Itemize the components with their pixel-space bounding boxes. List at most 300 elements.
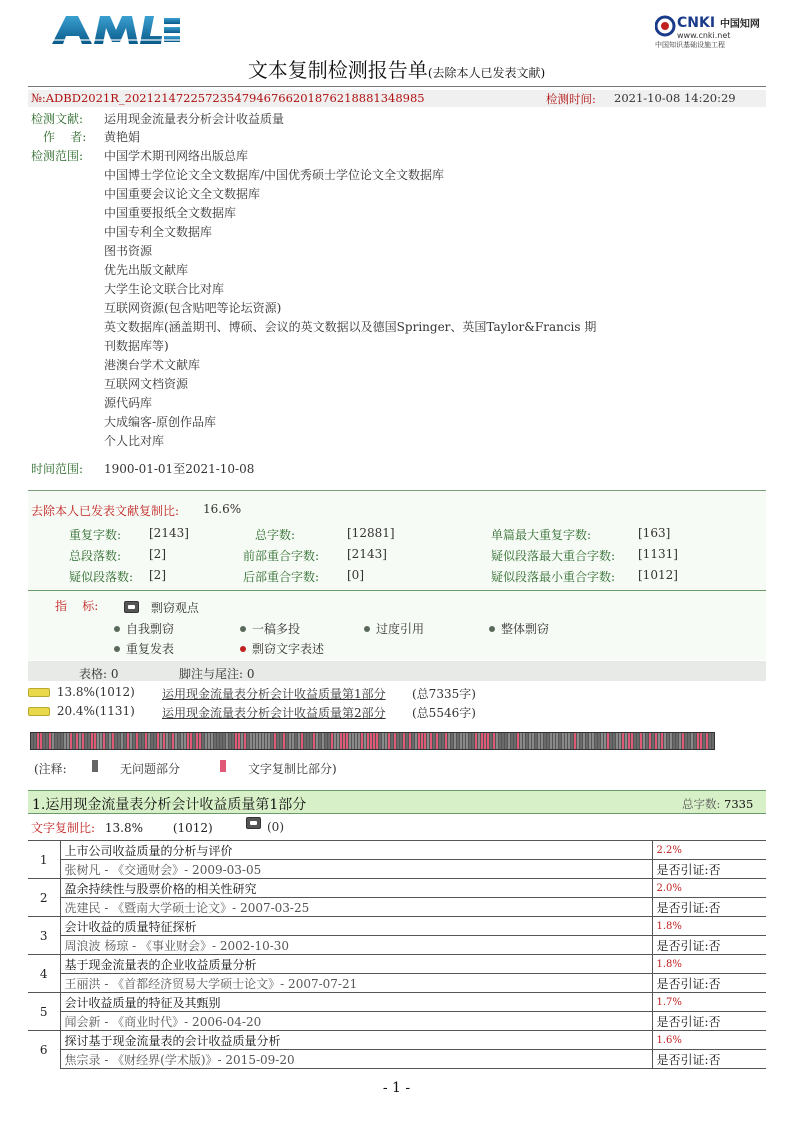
distribution-stripe: [655, 733, 657, 750]
table-row: [28, 1050, 766, 1069]
distribution-stripe: [79, 733, 81, 750]
distribution-stripe: [709, 733, 711, 750]
ref-number: 3: [28, 917, 60, 955]
distribution-stripe: [598, 733, 600, 750]
distribution-stripe: [142, 733, 144, 750]
distribution-stripe: [622, 733, 624, 750]
distribution-stripe: [319, 733, 321, 750]
distribution-stripe: [43, 733, 45, 750]
distribution-stripe: [442, 733, 444, 750]
distribution-stripe: [37, 733, 39, 750]
distribution-stripe: [295, 733, 297, 750]
ref-number: 2: [28, 879, 60, 917]
distribution-stripe: [697, 733, 699, 750]
scope-item: 中国重要报纸全文数据库: [104, 206, 237, 220]
back-overlap: [0]: [347, 568, 364, 582]
distribution-stripe: [592, 733, 594, 750]
part-row: [28, 685, 135, 699]
distribution-stripe: [658, 733, 660, 750]
distribution-stripe: [178, 733, 180, 750]
distribution-stripe: [562, 733, 564, 750]
indicator-label: 一稿多投: [252, 622, 301, 636]
ref-number: 1: [28, 841, 60, 879]
yellow-bar-icon: [28, 688, 50, 697]
distribution-stripe: [370, 733, 372, 750]
ref-pct: 2.2%: [652, 841, 766, 860]
reference-table: [28, 840, 766, 1069]
distribution-stripe: [322, 733, 324, 750]
part-pct: 13.8%(1012): [56, 685, 135, 699]
red-swatch-icon: [220, 760, 226, 772]
distribution-stripe: [46, 733, 48, 750]
section-copy-ratio: [31, 819, 213, 836]
distribution-stripe: [619, 733, 621, 750]
distribution-stripe: [406, 733, 408, 750]
max-single-label: 单篇最大重复字数:: [491, 528, 592, 542]
distribution-stripe: [514, 733, 516, 750]
ref-title[interactable]: 会计收益质量的特征及其甄别: [60, 993, 652, 1012]
cnki-subtitle: 中国知识基础设施工程: [655, 41, 725, 49]
distribution-stripe: [349, 733, 351, 750]
distribution-stripe: [103, 733, 105, 750]
section-total: [682, 796, 753, 812]
scope-item: 中国博士学位论文全文数据库/中国优秀硕士学位论文全文数据库: [104, 168, 445, 182]
distribution-stripe: [586, 733, 588, 750]
legend-no-issue: 无问题部分: [120, 762, 181, 776]
distribution-stripe: [532, 733, 534, 750]
distribution-stripe: [388, 733, 390, 750]
distribution-stripe: [139, 733, 141, 750]
distribution-stripe: [676, 733, 678, 750]
ref-pct: 1.6%: [652, 1031, 766, 1050]
report-id-bar: [28, 90, 766, 107]
distribution-stripe: [298, 733, 300, 750]
distribution-stripe: [91, 733, 93, 750]
ref-cited: 是否引证:否: [652, 1012, 766, 1031]
distribution-stripe: [577, 733, 579, 750]
distribution-stripe: [61, 733, 63, 750]
author-name: 黄艳娟: [104, 130, 141, 144]
bullet-icon: [364, 626, 370, 632]
ref-source: 张树凡 - 《交通财会》- 2009-03-05: [60, 860, 652, 879]
distribution-stripe: [112, 733, 114, 750]
scope-label: 检测范围:: [31, 149, 84, 163]
distribution-stripe: [256, 733, 258, 750]
distribution-stripe: [412, 733, 414, 750]
distribution-stripe: [292, 733, 294, 750]
distribution-stripe: [451, 733, 453, 750]
title-divider: [28, 86, 766, 87]
distribution-stripe: [364, 733, 366, 750]
distribution-stripe: [286, 733, 288, 750]
distribution-stripe: [520, 733, 522, 750]
distribution-stripe: [325, 733, 327, 750]
distribution-stripe: [691, 733, 693, 750]
indicator-label: 剽窃文字表述: [252, 642, 325, 656]
distribution-stripe: [205, 733, 207, 750]
distribution-stripe: [343, 733, 345, 750]
ratio-value: 16.6%: [203, 502, 242, 516]
indicator-over-citation: [364, 620, 424, 637]
stats-divider: [28, 590, 766, 591]
distribution-stripe: [385, 733, 387, 750]
distribution-stripe: [52, 733, 54, 750]
distribution-stripe: [181, 733, 183, 750]
distribution-stripe: [337, 733, 339, 750]
distribution-stripe: [40, 733, 42, 750]
ref-cited: 是否引证:否: [652, 898, 766, 917]
total-paras-label: 总段落数:: [69, 549, 122, 563]
scope-item: 中国学术期刊网络出版总库: [104, 149, 249, 163]
distribution-stripe: [631, 733, 633, 750]
footnotes-value: 0: [246, 667, 255, 681]
front-overlap: [2143]: [347, 547, 387, 561]
distribution-stripe: [637, 733, 639, 750]
distribution-stripe: [133, 733, 135, 750]
distribution-stripe: [646, 733, 648, 750]
part-link-2[interactable]: 运用现金流量表分析会计收益质量第2部分: [162, 706, 386, 720]
section-total-label: 总字数:: [682, 797, 721, 811]
distribution-stripe: [238, 733, 240, 750]
ref-title[interactable]: 基于现金流量表的企业收益质量分析: [60, 955, 652, 974]
distribution-stripe: [217, 733, 219, 750]
indicator-multi-submit: [240, 620, 300, 637]
distribution-stripe: [331, 733, 333, 750]
ref-number: 4: [28, 955, 60, 993]
ref-pct: 2.0%: [652, 879, 766, 898]
distribution-stripe: [625, 733, 627, 750]
distribution-stripe: [34, 733, 36, 750]
distribution-stripe: [616, 733, 618, 750]
comment-icon: [124, 601, 139, 613]
distribution-stripe: [376, 733, 378, 750]
distribution-stripe: [409, 733, 411, 750]
distribution-stripe: [454, 733, 456, 750]
distribution-stripe: [328, 733, 330, 750]
indicator-self-plagiarism: [114, 620, 174, 637]
distribution-stripe: [424, 733, 426, 750]
cnki-url: www.cnki.net: [677, 31, 731, 40]
report-title: [0, 54, 793, 83]
distribution-stripe: [97, 733, 99, 750]
distribution-stripe: [595, 733, 597, 750]
front-overlap-label: 前部重合字数:: [243, 549, 320, 563]
copy-ratio-label: 文字复制比:: [31, 821, 96, 835]
distribution-stripe: [436, 733, 438, 750]
distribution-stripe: [367, 733, 369, 750]
distribution-stripe: [484, 733, 486, 750]
scope-item: 大成编客-原创作品库: [104, 415, 217, 429]
comment-icon[interactable]: [246, 817, 261, 831]
distribution-stripe: [511, 733, 513, 750]
distribution-stripe: [223, 733, 225, 750]
author-label: 作 者:: [43, 130, 87, 144]
distribution-stripe: [64, 733, 66, 750]
distribution-stripe: [55, 733, 57, 750]
indicator-label: 过度引用: [376, 622, 425, 636]
distribution-stripe: [163, 733, 165, 750]
distribution-stripe: [664, 733, 666, 750]
distribution-stripe: [610, 733, 612, 750]
distribution-stripe: [421, 733, 423, 750]
distribution-stripe: [556, 733, 558, 750]
amlc-logo-graphic: [52, 14, 182, 46]
distribution-stripe: [544, 733, 546, 750]
distribution-stripe: [481, 733, 483, 750]
distribution-stripe: [529, 733, 531, 750]
ref-source: 闻会新 - 《商业时代》- 2006-04-20: [60, 1012, 652, 1031]
distribution-stripe: [283, 733, 285, 750]
similarity-distribution-bar: [30, 732, 715, 750]
distribution-stripe: [391, 733, 393, 750]
distribution-stripe: [688, 733, 690, 750]
distribution-stripe: [382, 733, 384, 750]
distribution-stripe: [643, 733, 645, 750]
copy-ratio-value: 13.8%: [104, 821, 143, 835]
distribution-stripe: [121, 733, 123, 750]
time-range: 1900-01-01至2021-10-08: [104, 462, 255, 476]
distribution-stripe: [541, 733, 543, 750]
ref-source: 周浪波 杨琼 - 《事业财会》- 2002-10-30: [60, 936, 652, 955]
table-row: [28, 879, 766, 898]
distribution-stripe: [151, 733, 153, 750]
distribution-stripe: [277, 733, 279, 750]
suspect-paras: [2]: [149, 568, 166, 582]
distribution-stripe: [94, 733, 96, 750]
distribution-stripe: [463, 733, 465, 750]
distribution-stripe: [517, 733, 519, 750]
distribution-stripe: [136, 733, 138, 750]
ref-pct: 1.8%: [652, 917, 766, 936]
distribution-stripe: [76, 733, 78, 750]
distribution-stripe: [235, 733, 237, 750]
distribution-stripe: [196, 733, 198, 750]
distribution-stripe: [211, 733, 213, 750]
distribution-stripe: [247, 733, 249, 750]
distribution-stripe: [706, 733, 708, 750]
yellow-bar-icon: [28, 707, 50, 716]
distribution-stripe: [373, 733, 375, 750]
distribution-stripe: [508, 733, 510, 750]
time-range-label: 时间范围:: [31, 462, 84, 476]
distribution-stripe: [208, 733, 210, 750]
distribution-stripe: [475, 733, 477, 750]
distribution-stripe: [166, 733, 168, 750]
indicator-whole-plagiarism: [489, 620, 549, 637]
distribution-stripe: [667, 733, 669, 750]
distribution-stripe: [469, 733, 471, 750]
distribution-stripe: [670, 733, 672, 750]
distribution-stripe: [466, 733, 468, 750]
distribution-stripe: [439, 733, 441, 750]
distribution-stripe: [358, 733, 360, 750]
part-link-1[interactable]: 运用现金流量表分析会计收益质量第1部分: [162, 687, 386, 701]
distribution-stripe: [334, 733, 336, 750]
distribution-stripe: [355, 733, 357, 750]
distribution-stripe: [100, 733, 102, 750]
part-total: (总5546字): [412, 706, 476, 720]
distribution-stripe: [346, 733, 348, 750]
distribution-stripe: [49, 733, 51, 750]
distribution-stripe: [148, 733, 150, 750]
scope-item: 源代码库: [104, 396, 153, 410]
check-time-label: 检测时间:: [546, 92, 596, 106]
max-para-overlap-label: 疑似段落最大重合字数:: [491, 549, 616, 563]
page-number: - 1 -: [382, 1080, 411, 1096]
distribution-stripe: [124, 733, 126, 750]
legend-copied: 文字复制比部分): [248, 762, 337, 776]
scope-item: 中国重要会议论文全文数据库: [104, 187, 261, 201]
distribution-stripe: [193, 733, 195, 750]
distribution-stripe: [268, 733, 270, 750]
tables-value: 0: [110, 667, 119, 681]
ref-title[interactable]: 盈余持续性与股票价格的相关性研究: [60, 879, 652, 898]
ref-title[interactable]: 上市公司收益质量的分析与评价: [60, 841, 652, 860]
distribution-stripe: [259, 733, 261, 750]
doc-title: 运用现金流量表分析会计收益质量: [104, 112, 285, 126]
distribution-stripe: [649, 733, 651, 750]
total-paras: [2]: [149, 547, 166, 561]
distribution-stripe: [589, 733, 591, 750]
ref-cited: 是否引证:否: [652, 1050, 766, 1069]
distribution-stripe: [493, 733, 495, 750]
cnki-chinese: 中国知网: [719, 19, 760, 30]
distribution-stripe: [73, 733, 75, 750]
ref-number: 5: [28, 993, 60, 1031]
distribution-stripe: [394, 733, 396, 750]
distribution-stripe: [316, 733, 318, 750]
distribution-stripe: [712, 733, 714, 750]
back-overlap-label: 后部重合字数:: [243, 570, 320, 584]
distribution-stripe: [289, 733, 291, 750]
distribution-stripe: [490, 733, 492, 750]
distribution-stripe: [427, 733, 429, 750]
amlc-logo: [52, 14, 182, 46]
distribution-stripe: [67, 733, 69, 750]
distribution-stripe: [601, 733, 603, 750]
distribution-stripe: [604, 733, 606, 750]
distribution-stripe: [280, 733, 282, 750]
tables-count: [79, 665, 119, 682]
cnki-logo: [655, 14, 765, 48]
distribution-stripe: [487, 733, 489, 750]
distribution-stripe: [397, 733, 399, 750]
ref-title[interactable]: 探讨基于现金流量表的会计收益质量分析: [60, 1031, 652, 1050]
min-para-overlap: [1012]: [638, 568, 678, 582]
min-para-overlap-label: 疑似段落最小重合字数:: [491, 570, 616, 584]
distribution-stripe: [115, 733, 117, 750]
scope-item: 互联网文档资源: [104, 377, 189, 391]
distribution-stripe: [379, 733, 381, 750]
table-row: [28, 860, 766, 879]
distribution-stripe: [265, 733, 267, 750]
scope-item: 中国专利全文数据库: [104, 225, 213, 239]
distribution-stripe: [634, 733, 636, 750]
distribution-stripe: [271, 733, 273, 750]
comment-count: (0): [267, 820, 284, 834]
scope-item: 个人比对库: [104, 434, 165, 448]
distribution-stripe: [571, 733, 573, 750]
distribution-stripe: [187, 733, 189, 750]
distribution-stripe: [361, 733, 363, 750]
table-row: [28, 917, 766, 936]
distribution-stripe: [583, 733, 585, 750]
distribution-stripe: [313, 733, 315, 750]
legend: [34, 760, 67, 777]
distribution-stripe: [202, 733, 204, 750]
distribution-stripe: [127, 733, 129, 750]
distribution-stripe: [58, 733, 60, 750]
distribution-stripe: [703, 733, 705, 750]
distribution-stripe: [184, 733, 186, 750]
distribution-stripe: [190, 733, 192, 750]
bullet-icon: [489, 626, 495, 632]
distribution-stripe: [274, 733, 276, 750]
red-bullet-icon: [240, 646, 246, 652]
distribution-stripe: [154, 733, 156, 750]
footnotes-count: [179, 665, 255, 682]
distribution-stripe: [535, 733, 537, 750]
ref-source: 冼建民 - 《暨南大学硕士论文》- 2007-03-25: [60, 898, 652, 917]
distribution-stripe: [229, 733, 231, 750]
scope-item: 港澳台学术文献库: [104, 358, 201, 372]
distribution-stripe: [253, 733, 255, 750]
suspect-paras-label: 疑似段落数:: [69, 570, 134, 584]
distribution-stripe: [682, 733, 684, 750]
ref-number: 6: [28, 1031, 60, 1069]
tables-label: 表格:: [79, 667, 108, 681]
distribution-stripe: [430, 733, 432, 750]
legend-prefix: (注释:: [34, 762, 67, 776]
distribution-stripe: [244, 733, 246, 750]
distribution-stripe: [547, 733, 549, 750]
distribution-stripe: [502, 733, 504, 750]
dup-chars-label: 重复字数:: [69, 528, 122, 542]
distribution-stripe: [352, 733, 354, 750]
distribution-stripe: [88, 733, 90, 750]
distribution-stripe: [262, 733, 264, 750]
bullet-icon: [114, 646, 120, 652]
distribution-stripe: [460, 733, 462, 750]
indicator-label: 整体剽窃: [501, 622, 550, 636]
ref-title[interactable]: 会计收益的质量特征探析: [60, 917, 652, 936]
dup-chars: [2143]: [149, 526, 189, 540]
ratio-label: 去除本人已发表文献复制比:: [31, 504, 180, 518]
total-chars: [12881]: [347, 526, 395, 540]
distribution-stripe: [106, 733, 108, 750]
distribution-stripe: [307, 733, 309, 750]
similarity-distribution-graphic: [31, 733, 715, 750]
table-row: [28, 974, 766, 993]
doc-label: 检测文献:: [31, 112, 84, 126]
distribution-stripe: [169, 733, 171, 750]
distribution-stripe: [472, 733, 474, 750]
check-time: 2021-10-08 14:20:29: [614, 91, 736, 105]
scope-item: 刊数据库等): [104, 339, 169, 353]
report-title-main: 文本复制检测报告单: [247, 58, 428, 82]
part-total: (总7335字): [412, 687, 476, 701]
distribution-stripe: [157, 733, 159, 750]
distribution-stripe: [499, 733, 501, 750]
table-row: [28, 1012, 766, 1031]
indicator-label: 自我剽窃: [126, 622, 175, 636]
ref-cited: 是否引证:否: [652, 974, 766, 993]
part-row: [28, 704, 135, 718]
section-total-value: 7335: [724, 797, 754, 811]
distribution-stripe: [130, 733, 132, 750]
distribution-stripe: [31, 733, 33, 750]
distribution-stripe: [694, 733, 696, 750]
